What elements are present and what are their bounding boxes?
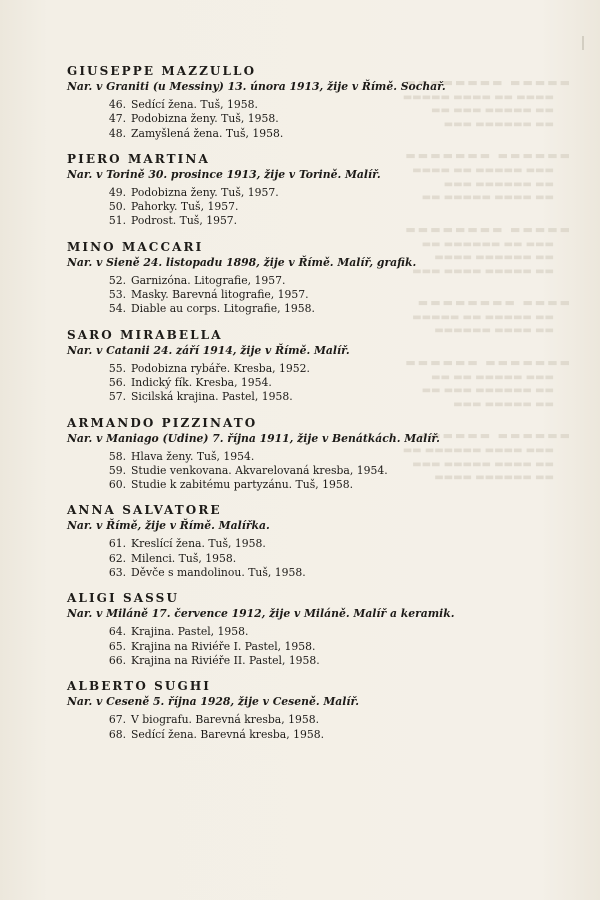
- artist-name: ALBERTO SUGHI: [67, 679, 211, 694]
- works-list: [106, 362, 467, 405]
- artist-entry: [67, 327, 467, 405]
- artist-name: ANNA SALVATORE: [67, 503, 222, 518]
- work-item: [106, 390, 467, 404]
- work-title: Hlava ženy. Tuš, 1954.: [131, 449, 255, 463]
- work-number: 53.: [108, 288, 126, 302]
- work-item: [106, 302, 467, 316]
- artist-bio: Nar. v Miláně 17. července 1912, žije v Miláně. Malíř a keramik.: [67, 607, 455, 621]
- works-list: [106, 186, 467, 229]
- work-item: [106, 552, 467, 566]
- work-number: 55.: [108, 361, 126, 375]
- work-item: [106, 640, 467, 654]
- works-list: [106, 274, 467, 317]
- work-title: Krajina na Riviéře II. Pastel, 1958.: [131, 653, 320, 667]
- works-list: [106, 625, 467, 668]
- page-edge-mark: [582, 36, 584, 50]
- artist-entry: [67, 678, 467, 742]
- works-list: [106, 713, 467, 742]
- work-item: [106, 186, 467, 200]
- work-number: 65.: [108, 639, 126, 653]
- work-number: 68.: [108, 727, 126, 741]
- work-number: 54.: [108, 302, 126, 316]
- artist-entry: [67, 239, 467, 317]
- work-title: Podobizna ženy. Tuš, 1957.: [131, 185, 279, 199]
- work-number: 48.: [108, 126, 126, 140]
- artist-name: ALIGI SASSU: [67, 591, 180, 606]
- artist-list: [67, 63, 467, 752]
- artist-name: GIUSEPPE MAZZULLO: [67, 64, 257, 78]
- artist-name: ARMANDO PIZZINATO: [67, 415, 258, 430]
- work-number: 50.: [108, 200, 126, 214]
- work-title: Masky. Barevná litografie, 1957.: [131, 288, 309, 302]
- work-title: Krajina. Pastel, 1958.: [131, 625, 249, 639]
- work-title: Zamyšlená žena. Tuš, 1958.: [131, 126, 284, 140]
- work-number: 57.: [108, 390, 126, 404]
- work-title: Pahorky. Tuš, 1957.: [131, 200, 239, 214]
- work-title: Sedící žena. Barevná kresba, 1958.: [131, 727, 325, 741]
- works-list: [106, 537, 467, 580]
- work-item: [106, 478, 467, 492]
- work-number: 58.: [108, 449, 126, 463]
- work-title: Studie venkovana. Akvarelovaná kresba, 1954.: [131, 463, 388, 477]
- work-title: Krajina na Riviéře I. Pastel, 1958.: [131, 639, 316, 653]
- work-number: 56.: [108, 375, 126, 389]
- work-number: 66.: [108, 653, 126, 667]
- work-number: 60.: [108, 478, 126, 492]
- work-item: [106, 288, 467, 302]
- artist-name: PIERO MARTINA: [67, 151, 210, 166]
- artist-entry: [67, 63, 467, 141]
- work-item: [106, 98, 467, 112]
- work-title: Sedící žena. Tuš, 1958.: [131, 98, 258, 111]
- work-title: Děvče s mandolinou. Tuš, 1958.: [131, 566, 306, 580]
- work-title: Sicilská krajina. Pastel, 1958.: [131, 390, 293, 404]
- work-number: 46.: [108, 98, 126, 111]
- work-item: [106, 537, 467, 551]
- work-title: Garnizóna. Litografie, 1957.: [131, 273, 286, 287]
- work-number: 52.: [108, 273, 126, 287]
- work-number: 67.: [108, 713, 126, 727]
- work-item: [106, 376, 467, 390]
- works-list: [106, 450, 467, 493]
- artist-entry: [67, 590, 467, 668]
- work-title: Indický fík. Kresba, 1954.: [131, 375, 272, 389]
- work-title: Kreslící žena. Tuš, 1958.: [131, 537, 266, 551]
- work-item: [106, 713, 467, 727]
- work-number: 61.: [108, 537, 126, 551]
- artist-bio: Nar. v Torině 30. prosince 1913, žije v Torině. Malíř.: [67, 167, 381, 181]
- show-through-texture: ▬▬▬▬▬ ▬▬▬▬▬▬▬▬ ▬▬▬▬ ▬▬ ▬▬▬▬ ▬▬▬▬▬ ▬▬ ▬▬▬▬▬ ▬▬▬ ▬▬ ▬▬ ▬▬▬▬▬▬ ▬▬▬ ▬▬▬▬▬▬ ▬▬▬▬▬▬▬ ▬▬▬ ▬▬▬▬▬ ▬▬ ▬▬▬▬ ▬▬ ▬▬▬▬▬▬ ▬▬▬ ▬▬ ▬▬▬▬ ▬▬▬▬▬ ▬▬ ▬▬▬▬▬ ▬▬▬▬▬▬▬▬ ▬▬▬ ▬▬ ▬▬▬▬▬▬ ▬▬ ▬▬ ▬▬▬▬▬▬ ▬▬▬▬ ▬▬ ▬▬▬▬▬ ▬▬▬▬ ▬▬▬ ▬▬▬▬ ▬▬▬▬▬▬▬▬ ▬▬ ▬▬▬▬▬ ▬▬ ▬▬▬▬▬ ▬▬ ▬▬▬▬ ▬▬▬▬▬▬ ▬▬▬▬▬▬▬ ▬▬▬▬▬▬ ▬▬▬ ▬▬▬▬▬ ▬▬ ▬▬ ▬▬ ▬▬▬▬▬▬ ▬▬▬ ▬▬ ▬▬ ▬▬▬▬▬ ▬▬▬ ▬▬▬▬▬▬ ▬▬▬▬▬▬ ▬▬▬ ▬▬▬▬ ▬▬▬▬▬▬ ▬▬ ▬▬ ▬▬▬▬ ▬▬▬▬▬ ▬▬▬ ▬▬ ▬▬▬▬▬▬ ▬▬▬▬: [402, 76, 570, 484]
- artist-name: SARO MIRABELLA: [67, 327, 223, 342]
- artist-bio: Nar. v Maniago (Udine) 7. října 1911, žije v Benátkách. Malíř.: [67, 431, 440, 445]
- works-list: [106, 98, 467, 141]
- work-item: [106, 654, 467, 668]
- artist-name: MINO MACCARI: [67, 239, 204, 254]
- work-number: 63.: [108, 566, 126, 580]
- work-item: [106, 112, 467, 126]
- work-item: [106, 362, 467, 376]
- work-item: [106, 450, 467, 464]
- artist-bio: Nar. v Římě, žije v Římě. Malířka.: [67, 519, 270, 533]
- work-number: 64.: [108, 625, 126, 639]
- work-item: [106, 127, 467, 141]
- work-item: [106, 728, 467, 742]
- artist-bio: Nar. v Catanii 24. září 1914, žije v Římě. Malíř.: [67, 343, 350, 357]
- artist-bio: Nar. v Sieně 24. listopadu 1898, žije v Římě. Malíř, grafik.: [67, 255, 417, 269]
- work-title: Studie k zabitému partyzánu. Tuš, 1958.: [131, 478, 354, 492]
- artist-entry: [67, 151, 467, 229]
- artist-bio: Nar. v Ceseně 5. října 1928, žije v Ceseně. Malíř.: [67, 695, 359, 709]
- artist-entry: [67, 502, 467, 580]
- work-title: Podrost. Tuš, 1957.: [131, 214, 238, 228]
- work-item: [106, 200, 467, 214]
- work-title: Diable au corps. Litografie, 1958.: [131, 302, 315, 316]
- artist-entry: [67, 415, 467, 493]
- work-title: V biografu. Barevná kresba, 1958.: [131, 713, 320, 727]
- work-number: 47.: [108, 112, 126, 126]
- work-number: 62.: [108, 551, 126, 565]
- artist-bio: Nar. v Graniti (u Messiny) 13. února 1913, žije v Římě. Sochař.: [67, 80, 446, 93]
- work-item: [106, 274, 467, 288]
- work-item: [106, 214, 467, 228]
- work-number: 51.: [108, 214, 126, 228]
- work-title: Podobizna ženy. Tuš, 1958.: [131, 112, 279, 126]
- work-title: Podobizna rybáře. Kresba, 1952.: [131, 361, 310, 375]
- work-number: 49.: [108, 185, 126, 199]
- work-number: 59.: [108, 463, 126, 477]
- work-title: Milenci. Tuš, 1958.: [131, 551, 237, 565]
- work-item: [106, 464, 467, 478]
- work-item: [106, 566, 467, 580]
- work-item: [106, 625, 467, 639]
